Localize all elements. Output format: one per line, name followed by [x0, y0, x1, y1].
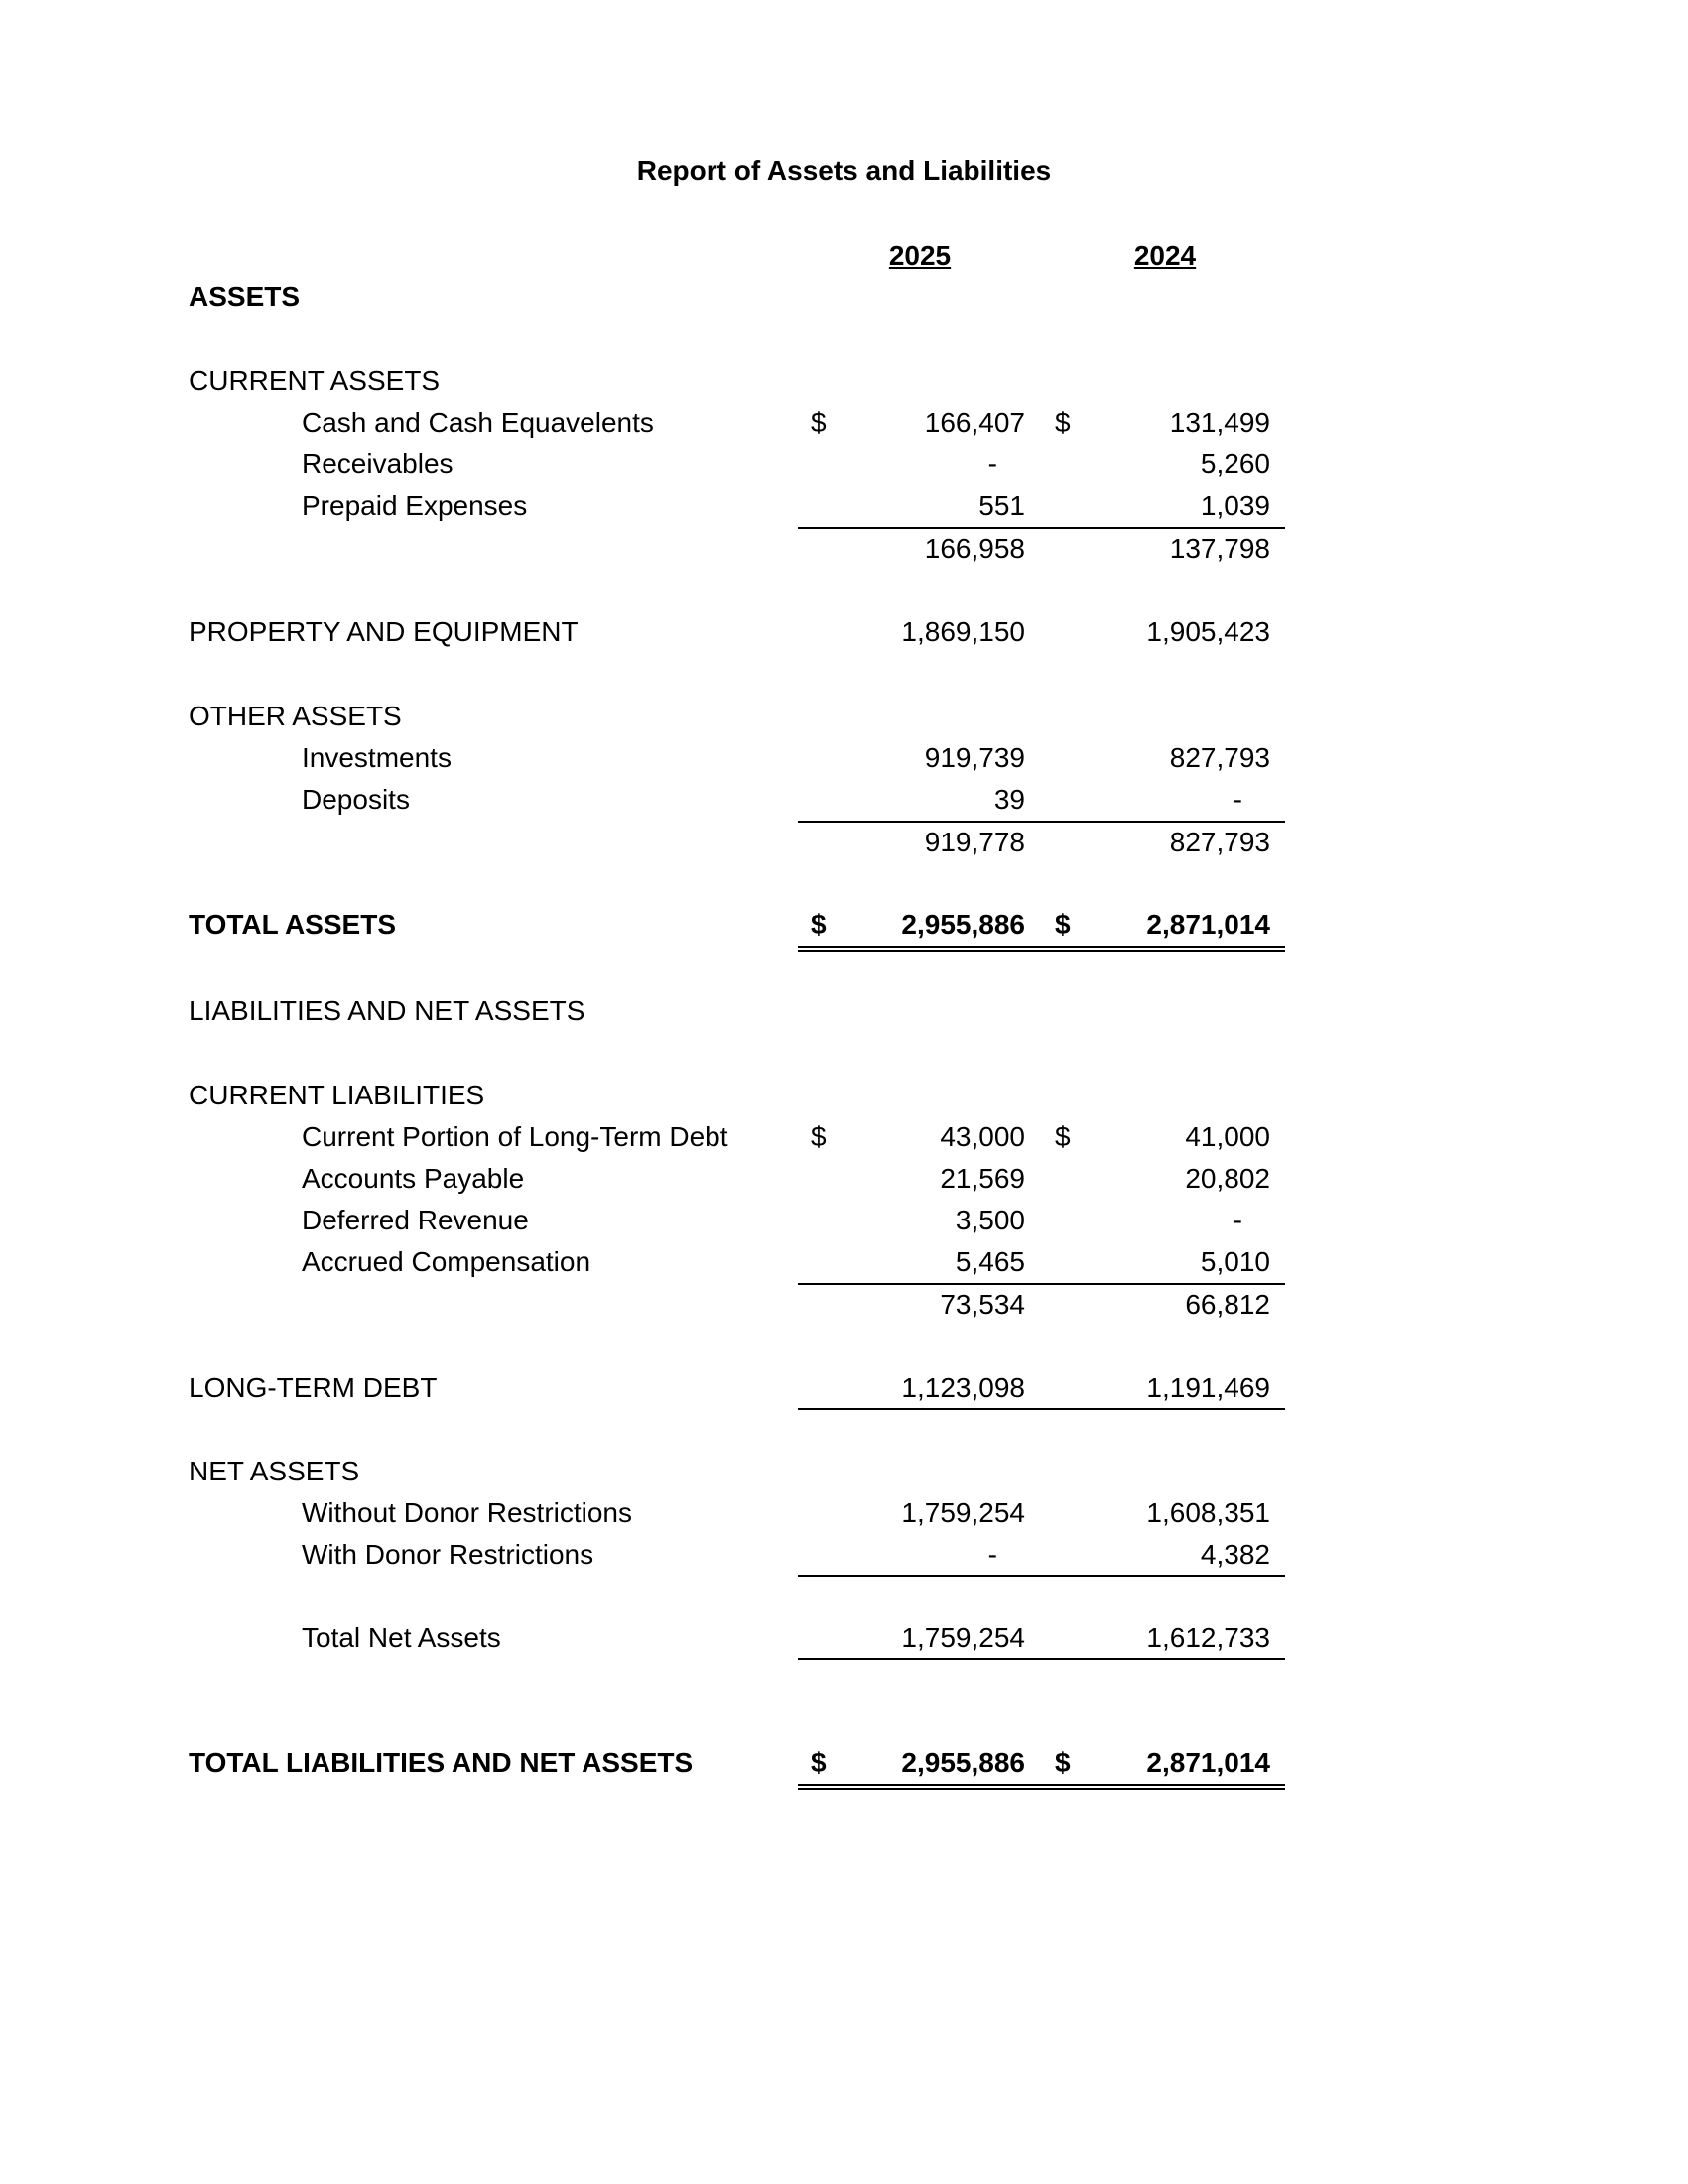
row-label: TOTAL ASSETS: [189, 909, 396, 940]
subtotal-row: [0, 1285, 1688, 1325]
subtotal-2024: 827,793: [1169, 827, 1270, 857]
row-label: Without Donor Restrictions: [302, 1497, 633, 1528]
column-header-2024: 2024: [1133, 240, 1197, 271]
currency-symbol: $: [1055, 909, 1071, 940]
table-row: [0, 1535, 1688, 1575]
total-liabilities-row: [0, 1743, 1688, 1783]
section-rule: [798, 1658, 1285, 1660]
value-2025: -: [987, 1539, 997, 1570]
table-row: [0, 486, 1688, 526]
total-assets-row: [0, 905, 1688, 945]
value-2025: 3,500: [955, 1205, 1025, 1235]
value-2025: 551: [978, 490, 1025, 521]
section-heading: LIABILITIES AND NET ASSETS: [189, 995, 585, 1026]
currency-symbol: $: [811, 1121, 827, 1152]
subtotal-row: [0, 823, 1688, 862]
table-row: [0, 1242, 1688, 1282]
value-2025: 1,759,254: [901, 1622, 1025, 1653]
subtotal-row: [0, 529, 1688, 569]
row-label: Current Portion of Long-Term Debt: [302, 1121, 728, 1152]
value-2024: 2,871,014: [1146, 1747, 1270, 1778]
currency-symbol: $: [1055, 1121, 1071, 1152]
value-2024: 41,000: [1185, 1121, 1270, 1152]
value-2024: -: [1233, 784, 1242, 815]
value-2024: 1,612,733: [1146, 1622, 1270, 1653]
property-row: [0, 612, 1688, 652]
currency-symbol: $: [1055, 407, 1071, 438]
value-2024: 5,010: [1200, 1246, 1270, 1277]
current-assets-heading-row: [0, 361, 1688, 401]
subtotal-2024: 137,798: [1169, 533, 1270, 564]
total-net-assets-row: [0, 1618, 1688, 1658]
section-rule: [798, 1575, 1285, 1577]
row-label: Deposits: [302, 784, 410, 815]
net-assets-heading-row: [0, 1452, 1688, 1491]
value-2024: 2,871,014: [1146, 909, 1270, 940]
value-2025: 1,869,150: [901, 616, 1025, 647]
section-heading: CURRENT ASSETS: [189, 365, 441, 396]
total-double-rule: [798, 1784, 1285, 1790]
table-row: [0, 780, 1688, 820]
table-row: [0, 1493, 1688, 1533]
liabilities-heading-row: [0, 991, 1688, 1031]
value-2025: 21,569: [940, 1163, 1025, 1194]
value-2025: 1,759,254: [901, 1497, 1025, 1528]
row-label: Total Net Assets: [302, 1622, 501, 1653]
value-2024: 827,793: [1169, 742, 1270, 773]
section-heading: OTHER ASSETS: [189, 701, 402, 731]
value-2024: 1,905,423: [1146, 616, 1270, 647]
subtotal-2024: 66,812: [1185, 1289, 1270, 1320]
section-heading: ASSETS: [189, 281, 301, 312]
value-2024: 5,260: [1200, 449, 1270, 479]
value-2024: 1,191,469: [1146, 1372, 1270, 1403]
other-assets-heading-row: [0, 697, 1688, 736]
value-2025: 43,000: [940, 1121, 1025, 1152]
table-row: [0, 738, 1688, 778]
currency-symbol: $: [1055, 1747, 1071, 1778]
currency-symbol: $: [811, 407, 827, 438]
section-rule: [798, 1408, 1285, 1410]
value-2024: -: [1233, 1205, 1242, 1235]
value-2024: 1,608,351: [1146, 1497, 1270, 1528]
value-2025: 919,739: [924, 742, 1025, 773]
value-2025: 2,955,886: [901, 1747, 1025, 1778]
row-label: Cash and Cash Equavelents: [302, 407, 654, 438]
column-header-2025: 2025: [888, 240, 952, 271]
subtotal-2025: 73,534: [940, 1289, 1025, 1320]
table-row: [0, 403, 1688, 443]
section-heading: NET ASSETS: [189, 1456, 360, 1486]
row-label: Accrued Compensation: [302, 1246, 591, 1277]
subtotal-2025: 166,958: [924, 533, 1025, 564]
table-row: [0, 1117, 1688, 1157]
row-label: Accounts Payable: [302, 1163, 525, 1194]
subtotal-2025: 919,778: [924, 827, 1025, 857]
current-liabilities-heading-row: [0, 1076, 1688, 1115]
value-2025: -: [987, 449, 997, 479]
row-label: Receivables: [302, 449, 454, 479]
value-2025: 166,407: [924, 407, 1025, 438]
section-heading: CURRENT LIABILITIES: [189, 1080, 485, 1110]
row-label: Investments: [302, 742, 452, 773]
value-2025: 1,123,098: [901, 1372, 1025, 1403]
value-2024: 20,802: [1185, 1163, 1270, 1194]
currency-symbol: $: [811, 909, 827, 940]
row-label: TOTAL LIABILITIES AND NET ASSETS: [189, 1747, 694, 1778]
value-2024: 1,039: [1200, 490, 1270, 521]
table-row: [0, 1201, 1688, 1240]
table-row: [0, 1159, 1688, 1199]
row-label: With Donor Restrictions: [302, 1539, 594, 1570]
total-double-rule: [798, 946, 1285, 952]
value-2024: 131,499: [1169, 407, 1270, 438]
row-label: PROPERTY AND EQUIPMENT: [189, 616, 579, 647]
currency-symbol: $: [811, 1747, 827, 1778]
row-label: Deferred Revenue: [302, 1205, 529, 1235]
value-2025: 5,465: [955, 1246, 1025, 1277]
report-title: Report of Assets and Liabilities: [636, 155, 1052, 186]
assets-heading-row: [0, 277, 1688, 317]
value-2025: 39: [993, 784, 1025, 815]
row-label: Prepaid Expenses: [302, 490, 528, 521]
long-term-debt-row: [0, 1368, 1688, 1408]
value-2025: 2,955,886: [901, 909, 1025, 940]
table-row: [0, 445, 1688, 484]
row-label: LONG-TERM DEBT: [189, 1372, 438, 1403]
value-2024: 4,382: [1200, 1539, 1270, 1570]
